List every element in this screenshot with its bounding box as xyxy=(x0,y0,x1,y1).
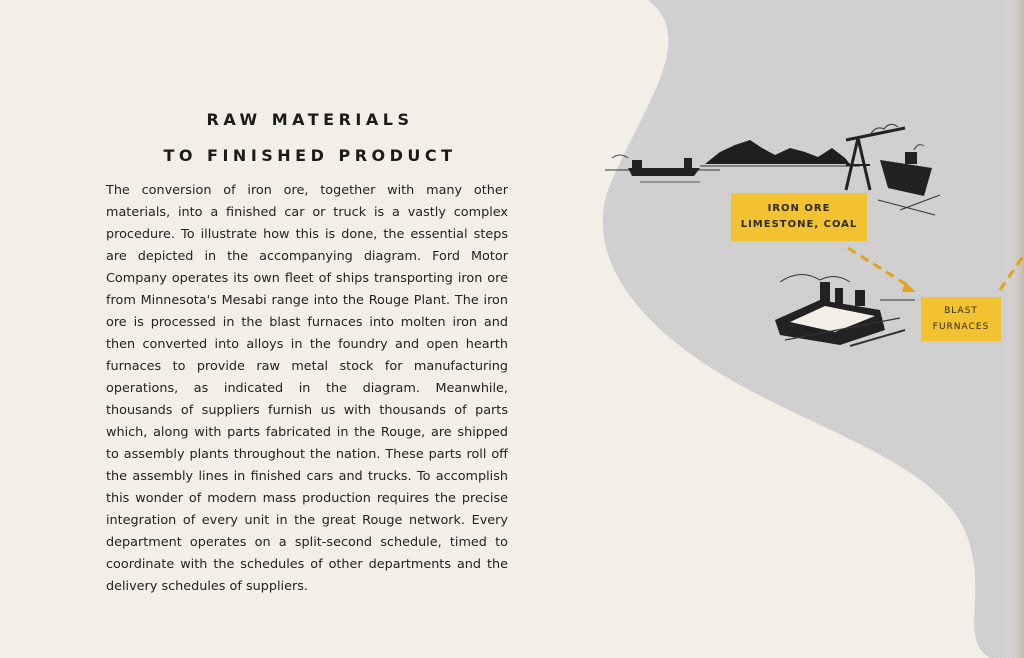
limestone-coal-label: LIMESTONE, COAL xyxy=(740,219,858,230)
furnaces-label: FURNACES xyxy=(932,322,990,332)
blast-label: BLAST xyxy=(944,306,978,316)
blast-furnaces-box xyxy=(921,297,1001,341)
heading-line-2: TO FINISHED PRODUCT xyxy=(163,146,457,165)
body-paragraph: The conversion of iron ore, together with many other materials, into a finished car or truck is a vastly complex procedure. To illustrate how this is done, the essential steps are depicted in the accompanying diagram. Ford Motor Company operates its own fleet of ships transporting iron ore from Minnesota's Mesabi range into the Rouge Plant. The iron ore is processed in the blast furnaces into molten iron and then converted into alloys in the foundry and open hearth furnaces to provide raw metal stock for manufacturing operations, as indicated in the diagram. Meanwhile, thousands of suppliers furnish us with thousands of parts which, along with parts fabricated in the Rouge, are shipped to assembly plants throughout the nation. These parts roll off the assembly lines in finished cars and trucks. To accomplish this wonder of modern mass production requires the precise integration of every unit in the great Rouge network. Every department operates on a split-second schedule, timed to coordinate with the schedules of other departments and the delivery schedules of suppliers. xyxy=(106,183,508,594)
heading-line-1: RAW MATERIALS xyxy=(206,110,414,129)
iron-ore-box xyxy=(731,193,867,241)
iron-ore-label: IRON ORE xyxy=(767,203,831,214)
